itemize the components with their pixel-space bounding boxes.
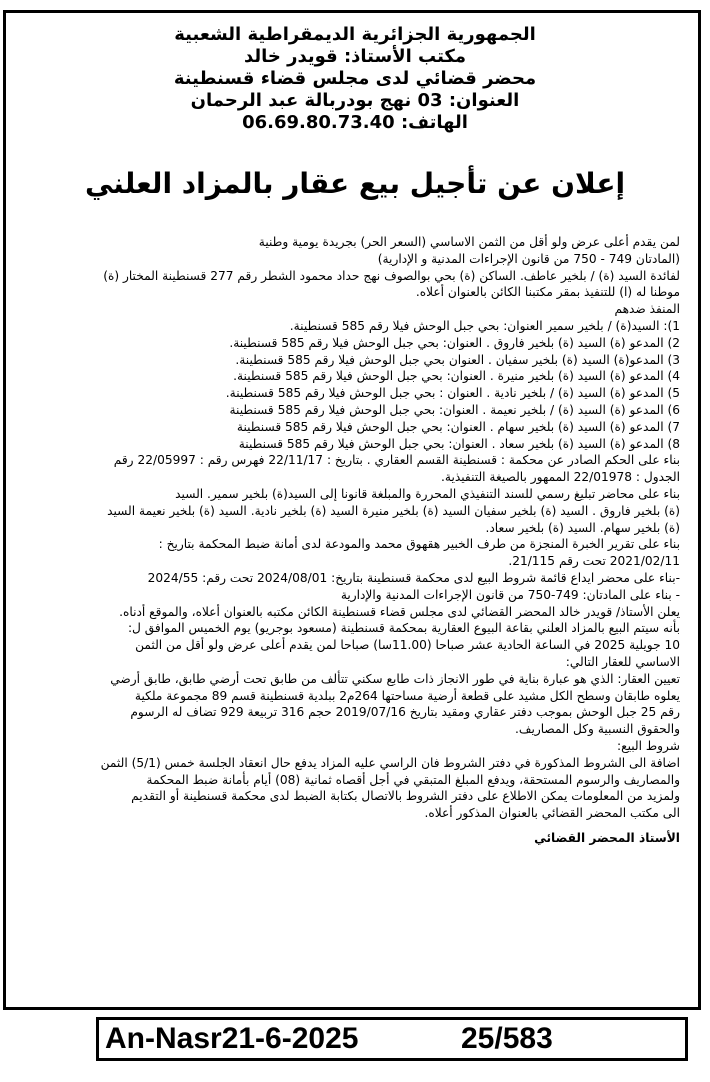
body-line: 10 جويلية 2025 في الساعة الحادية عشر صباحا (11.00سا) صباحا لمن يقدم أعلى عرض ولو أقل من الثمن: [135, 638, 680, 653]
body-line: ولمزيد من المعلومات يمكن الاطلاع على دفتر الشروط بالاتصال بكتابة الضبط لدى محكمة قسنطينة أو التقديم: [131, 789, 680, 804]
body-line: 1): السيد(ة) / بلخير سمير العنوان: بحي جبل الوحش فيلا رقم 585 قسنطينة.: [289, 318, 680, 333]
body-line: 2) المدعو (ة) السيد (ة) بلخير فاروق . العنوان: بحي جبل الوحش فيلا رقم 585 قسنطينة.: [229, 335, 680, 350]
body-line: والحقوق النسبية وكل المصاريف.: [514, 722, 680, 737]
body-line: لفائدة السيد (ة) / بلخير عاطف. الساكن (ة) بحي بوالصوف نهج حداد محمود الشطر رقم 277 قسنطينة المختار (ة): [103, 268, 680, 283]
body-line: رقم 25 جبل الوحش بموجب دفتر عقاري ومقيد بتاريخ 2019/07/16 حجم 316 تربيعة 929 تضاف له الرسوم: [130, 705, 680, 720]
body-line: لمن يقدم أعلى عرض ولو أقل من الثمن الاساسي (السعر الحر) بجريدة يومية وطنية: [258, 235, 680, 249]
header-block: [0, 24, 710, 134]
header-country: الجمهورية الجزائرية الديمقراطية الشعبية: [174, 24, 536, 45]
body-line: الجدول : 22/01978 الممهور بالصيغة التنفيذية.: [441, 470, 680, 485]
body-line: 8) المدعو (ة) السيد (ة) بلخير سعاد . العنوان: بحي جبل الوحش فيلا رقم 585 قسنطينة: [238, 436, 680, 451]
body-line: (ة) بلخير فاروق . السيد (ة) بلخير سفيان السيد (ة) بلخير منيرة السيد (ة) بلخير نادية. السيد (ة) بلخير نعيمة السيد: [107, 503, 680, 518]
header-office: مكتب الأستاذ: قويدر خالد: [243, 46, 467, 67]
body-line: بناء على تقرير الخبرة المنجزة من طرف الخبير هقهوق محمد والمودعة لدى أمانة ضبط المحكمة بتاريخ :: [158, 537, 680, 552]
body-line: الاساسي للعقار التالي:: [565, 654, 680, 669]
body-line: تعيين العقار: الذي هو عبارة بناية في طور الانجاز ذات طابع سكني تتألف من طابق تحت أرضي طابق، طابق أرضي: [110, 671, 680, 686]
body-line: (ة) بلخير سهام. السيد (ة) بلخير سعاد.: [485, 520, 680, 535]
publication-name-date: An-Nasr21-6-2025: [105, 1022, 359, 1055]
body-line: (المادتان 749 - 750 من قانون الإجراءات المدنية و الإدارية): [377, 251, 680, 266]
publication-footer: [96, 1017, 688, 1061]
body-line: 5) المدعو (ة) السيد (ة) / بلخير نادية . العنوان : بحي جبل الوحش فيلا رقم 585 قسنطينة.: [225, 386, 680, 401]
body-line: 3) المدعو(ة) السيد (ة) بلخير سفيان . العنوان بحي جبل الوحش فيلا رقم 585 قسنطينة.: [235, 352, 680, 367]
body-line: بناء على محاضر تبليغ رسمي للسند التنفيذي المحررة والمبلغة قانونا إلى السيد(ة) بلخير سمير. السيد: [175, 486, 680, 501]
header-address: العنوان: 03 نهج بودربالة عبد الرحمان: [190, 90, 520, 111]
body-line: - بناء على المادتان: 749-750 من قانون الإجراءات المدنية والإدارية: [340, 587, 680, 602]
header-role: محضر قضائي لدى مجلس قضاء قسنطينة: [173, 68, 537, 89]
body-line: بناء على الحكم الصادر عن محكمة : قسنطينة القسم العقاري . بتاريخ : 22/11/17 فهرس رقم : 22/05997 رقم: [113, 453, 680, 468]
body-line: 4) المدعو (ة) السيد (ة) بلخير منيرة . العنوان: بحي جبل الوحش فيلا رقم 585 قسنطينة.: [233, 369, 680, 384]
body-line: والمصاريف والرسوم المستحقة، ويدفع المبلغ المتبقي في أجل أقصاه ثمانية (08) أيام بأمانة ضبط المحكمة: [146, 772, 680, 787]
publication-reference: 25/583: [461, 1022, 553, 1055]
header-phone: الهاتف: 06.69.80.73.40: [242, 112, 468, 133]
body-line: موطنا له (ا) للتنفيذ بمقر مكتبنا الكائن بالعنوان أعلاه.: [415, 285, 680, 300]
body-line: 2021/02/11 تحت رقم 21/115.: [508, 554, 680, 569]
body-line: 7) المدعو (ة) السيد (ة) بلخير سهام . العنوان: بحي جبل الوحش فيلا رقم 585 قسنطينة: [236, 419, 680, 434]
body-line: يعلوه طابقان وسطح الكل مشيد على قطعة أرضية مساحتها 264م2 ببلدية قسنطينة قسم 89 مجموعة ملكية: [134, 688, 680, 703]
body-line: المنفذ ضدهم: [614, 302, 680, 317]
body-line: اضافة الى الشروط المذكورة في دفتر الشروط فان الراسي عليه المزاد يدفع حال انعقاد الجلسة خمس (5/1) الثمن: [100, 755, 680, 770]
signature: الأستاذ المحضر القضائي: [534, 830, 680, 845]
announcement-body: [30, 234, 680, 847]
body-line: يعلن الأستاذ/ قويدر خالد المحضر القضائي لدى مجلس قضاء قسنطينة الكائن مكتبه بالعنوان أعلاه، والموقع أدناه.: [119, 604, 680, 619]
body-line: الى مكتب المحضر القضائي بالعنوان المذكور أعلاه.: [424, 806, 680, 821]
body-line: -بناء على محضر ايداع قائمة شروط البيع لدى محكمة قسنطينة بتاريخ: 2024/08/01 تحت رقم: 2024/55: [147, 570, 680, 585]
body-line: بأنه سيتم البيع بالمزاد العلني بقاعة البيوع العقارية بمحكمة قسنطينة (مسعود بوجريو) يوم الخميس الموافق ل:: [127, 621, 680, 636]
body-line: 6) المدعو (ة) السيد (ة) / بلخير نعيمة . العنوان: بحي جبل الوحش فيلا رقم 585 قسنطينة: [229, 402, 680, 417]
announcement-title: إعلان عن تأجيل بيع عقار بالمزاد العلني: [84, 167, 626, 200]
body-line: شروط البيع:: [616, 738, 680, 753]
